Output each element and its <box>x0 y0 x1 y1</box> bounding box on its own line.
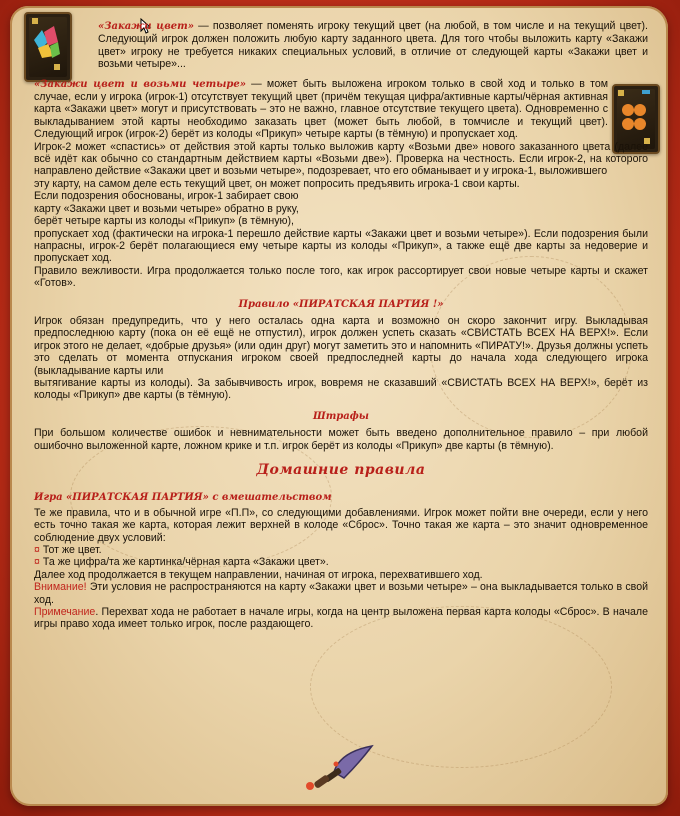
bullet-same-number: ¤ Та же цифра/та же картинка/чёрная карта «Закажи цвет». <box>34 556 329 569</box>
paragraph-challenge-2: эту карту, на самом деле есть текущий цвет, он может попросить предъявить игрока-1 свои карты. <box>34 177 520 190</box>
paragraph-challenge-4: карту «Закажи цвет и возьми четыре» обратно в руку, <box>34 202 299 215</box>
paragraph-note: Примечание. Перехват хода не работает в начале игры, когда на центр выложена первая карта колоды «Сброс». В начале игры право хода имеет только игрок, после раздающего. <box>34 606 648 631</box>
paragraph-penalties: При большом количестве ошибок и невнимательности может быть введено дополнительное правило – при любой ошибочно выложенной карте, ложном крике и т.п. игрок берёт из колоды «Прикуп» две карты (в тёмную). <box>34 427 648 452</box>
paragraph-challenge-3: Если подозрения обоснованы, игрок-1 забирает свою <box>34 190 299 203</box>
paragraph-challenge-5: берёт четыре карты из колоды «Прикуп» (в тёмную), <box>34 215 294 228</box>
heading-house-rules: Домашние правила <box>256 462 426 478</box>
rules-text <box>34 20 648 631</box>
bullet-icon: ¤ <box>34 556 40 569</box>
paragraph-turn-continues: Далее ход продолжается в текущем направлении, начиная от игрока, перехватившего ход. <box>34 568 483 581</box>
paragraph-interception: Те же правила, что и в обычной игре «П.П», со следующими добавлениями. Игрок может пойти вне очереди, если у него есть точно такая же карта, которая лежит верхней в колоде «Сброс». Точно такая же карта – это значит одновременное соблюдение двух условий: <box>34 506 648 544</box>
paragraph-challenge-6: пропускает ход (фактически на игрока-1 перешло действие карты «Закажи цвет и возьми четыре»). Если подозрения были напрасны, игрок-2 берёт полагающиеся ему четыре карты из колоды «Прикуп», а также ещё две карты за недоверие и пропускает ход. <box>34 227 648 265</box>
bullet-icon: ¤ <box>34 544 40 557</box>
paragraph-wild-color: «Закажи цвет» — позволяет поменять игроку текущий цвет (на любой, в том числе и на текущий цвет). Следующий игрок должен положить любую карту заданного цвета. Для того чтобы выложить карту «Закажи цвет» игроку не требуется никаких специальных условий, в отличие от следующей карты «Закажи цвет и возьми четыре»... <box>98 20 649 71</box>
heading-pirate-party-rule: Правило «ПИРАТСКАЯ ПАРТИЯ !» <box>238 298 444 310</box>
paragraph-wild-draw-four: «Закажи цвет и возьми четыре» — может быть выложена игроком только в свой ход и только в том случае, если у игрока (игрок-1) отсутствует текущий цвет (причём текущая цифра/активные карты/чёрная активная карта «Закажи цвет» могут и присутствовать – это не важно, главное отсутствие текущего цвета). Одновременно с выкладыванием этой карты необходимо заказать цвет (может быть любой, в томчисле и текущий цвет). Следующий игрок (игрок-2) берёт из колоды «Прикуп» четыре карты (в тёмную) и пропускает ход. <box>34 77 608 141</box>
paragraph-attention: Внимание! Эти условия не распространяются на карту «Закажи цвет и возьми четыре» – она выкладывается только в свой ход. <box>34 581 648 606</box>
heading-penalties: Штрафы <box>313 410 369 422</box>
paragraph-politeness: Правило вежливости. Игра продолжается только после того, как игрок рассортирует свои новые четыре карты и скажет «Готов». <box>34 264 648 290</box>
bullet-same-color: ¤ Тот же цвет. <box>34 544 102 557</box>
paragraph-pirate-party: Игрок обязан предупредить, что у него осталась одна карта и возможно он скоро закончит игру. Выкладывая предпоследнюю карту (пока он её ещё не отпустил), игрок должен успеть сказать «СВИСТАТЬ ВСЕХ НА ВЕРХ!». Если игрок этого не делает, «добрые друзья» (или один друг) могут заметить это и напомнить «ПИРАТУ!». Друзья должны успеть это сделать от момента отпускания игроком своей предпоследней карты до начала хода следующего игрока (выкладывание карты или <box>34 314 648 377</box>
paragraph-challenge: Игрок-2 может «спастись» от действия этой карты только выложив карту «Возьми две» нового заказанного цвета (далее всё идёт как обычно со стандартным действием карты «Возьми две»). Проверка на честность. Если игрок-2, на которого направлено действие «Закажи цвет и возьми четыре», подозревает, что его обманывает и у игрока-1, выложившего <box>34 140 648 178</box>
heading-interception-game: Игра «ПИРАТСКАЯ ПАРТИЯ» с вмешательством <box>34 492 332 504</box>
paragraph-pirate-party-2: вытягивание карты из колоды). За забывчивость игрок, вовремя не сказавший «СВИСТАТЬ ВСЕХ НА ВЕРХ!», берёт из колоды «Прикуп» две карты (в тёмную). <box>34 376 648 402</box>
dagger-icon <box>300 742 380 792</box>
